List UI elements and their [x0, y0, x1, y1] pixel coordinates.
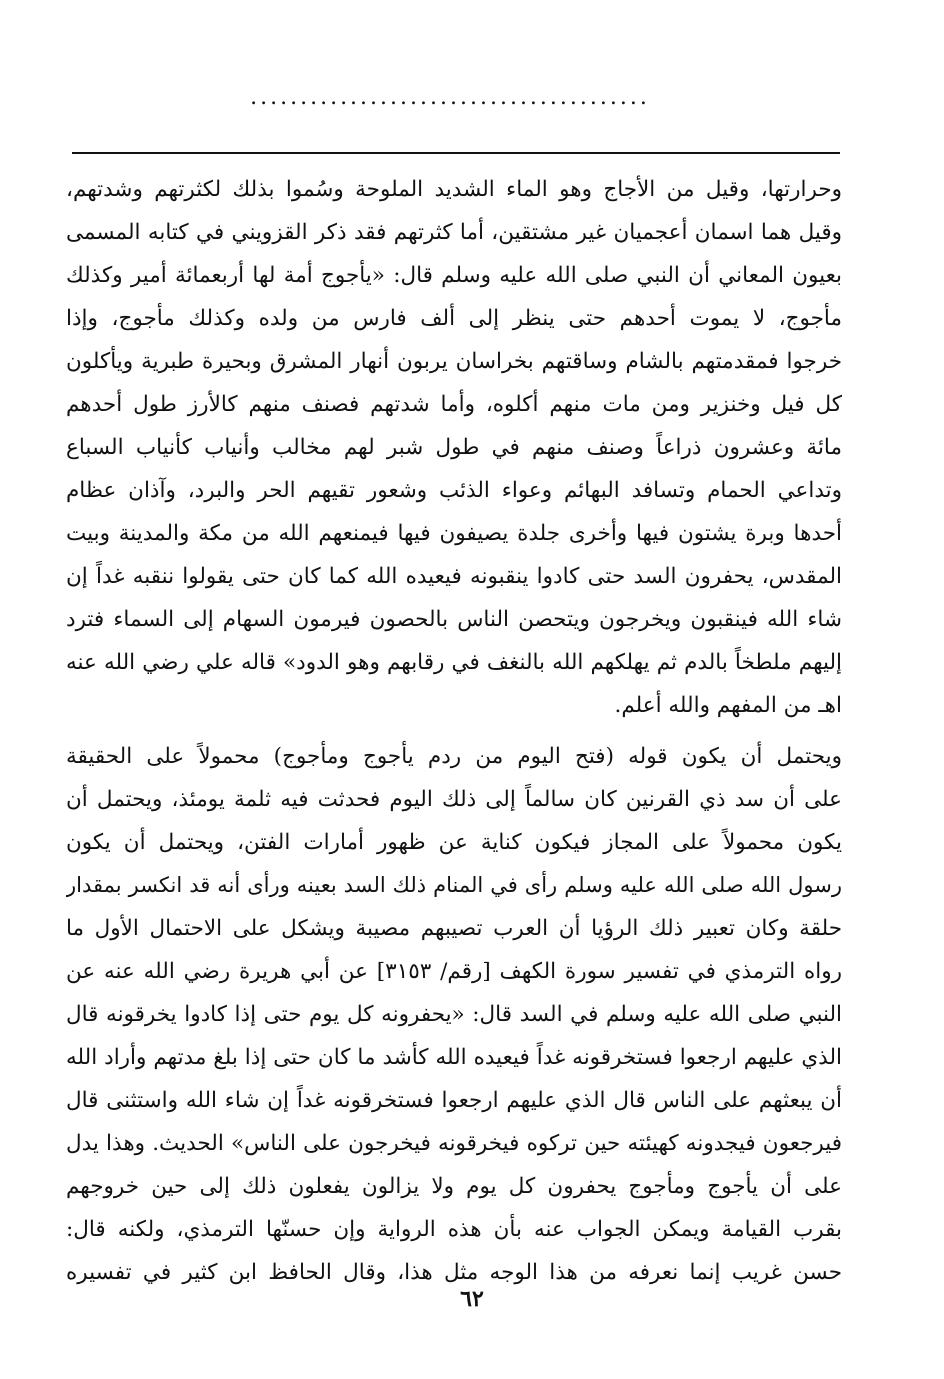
text-line: النبي صلى الله عليه وسلم في السد قال: «يحفرونه كل يوم حتى إذا كادوا يخرقونه قال [66, 1002, 842, 1027]
text-line: على أن يأجوج ومأجوج يحفرون كل يوم ولا يزالون يفعلون ذلك إلى حين خروجهم [66, 1174, 842, 1199]
header-rule [72, 152, 840, 154]
text-line: حلقة وكان تعبير ذلك الرؤيا أن العرب تصيبهم مصيبة ويشكل على الاحتمال الأول ما [66, 916, 842, 941]
text-line: على أن سد ذي القرنين كان سالماً إلى ذلك اليوم فحدثت فيه ثلمة يومئذ، ويحتمل أن [66, 787, 842, 812]
text-line: أن يبعثهم على الناس قال الذي عليهم ارجعوا فستخرقونه غداً إن شاء الله واستثنى قال [66, 1088, 842, 1113]
text-line: وقيل هما اسمان أعجميان غير مشتقين، أما كثرتهم فقد ذكر القزويني في كتابه المسمى [66, 220, 842, 245]
text-line: ويحتمل أن يكون قوله (فتح اليوم من ردم يأجوج ومأجوج) محمولاً على الحقيقة [66, 744, 842, 769]
text-line: المقدس، يحفرون السد حتى كادوا ينقبونه فيعيده الله كما كان حتى يقولوا ننقبه غداً إن [66, 564, 842, 589]
text-line: شاء الله فينقبون ويخرجون ويتحصن الناس بالحصون فيرمون السهام إلى السماء فترد [66, 607, 842, 632]
text-line: بقرب القيامة ويمكن الجواب عنه بأن هذه الرواية وإن حسنّها الترمذي، ولكنه قال: [66, 1217, 842, 1242]
text-line: مأجوج، لا يموت أحدهم حتى ينظر إلى ألف فارس من ولده وكذلك مأجوج، وإذا [66, 306, 842, 331]
text-line: رواه الترمذي في تفسير سورة الكهف [رقم/ ٣١٥٣] عن أبي هريرة رضي الله عنه عن [66, 959, 842, 984]
text-line: الذي عليهم ارجعوا فستخرقونه غداً فيعيده الله كأشد ما كان حتى إذا بلغ مدتهم وأراد الله [66, 1045, 842, 1070]
text-line: خرجوا فمقدمتهم بالشام وساقتهم بخراسان يربون أنهار المشرق وبحيرة طبرية ويأكلون [66, 349, 842, 374]
text-line: إليهم ملطخاً بالدم ثم يهلكهم الله بالنغف في رقابهم وهو الدود» قاله علي رضي الله عنه [66, 650, 842, 675]
text-line: اهـ من المفهم والله أعلم. [614, 693, 842, 718]
text-line: مائة وعشرون ذراعاً وصنف منهم في طول شبر لهم مخالب وأنياب كأنياب السباع [66, 435, 842, 460]
text-line: بعيون المعاني أن النبي صلى الله عليه وسلم قال: «يأجوج أمة لها أربعمائة أمير وكذلك [66, 263, 842, 288]
text-line: رسول الله صلى الله عليه وسلم رأى في المنام ذلك السد بعينه ورأى أنه قد انكسر بمقدار [66, 873, 842, 897]
text-line: كل فيل وخنزير ومن مات منهم أكلوه، وأما شدتهم فصنف منهم كالأرز طول أحدهم [66, 392, 842, 417]
text-line: حسن غريب إنما نعرفه من هذا الوجه مثل هذا، وقال الحافظ ابن كثير في تفسيره [66, 1260, 842, 1285]
paragraph-gap [66, 727, 842, 735]
header-dotted-line: ........................................ [250, 86, 650, 110]
paragraph-2 [66, 735, 842, 1294]
text-line: وتداعي الحمام وتسافد البهائم وعواء الذئب وشعور تقيهم الحر والبرد، وآذان عظام [66, 478, 842, 503]
text-line: فيرجعون فيجدونه كهيئته حين تركوه فيخرقونه فيخرجون على الناس» الحديث. وهذا يدل [66, 1131, 842, 1156]
page-number: ٦٢ [460, 1286, 484, 1312]
text-line: يكون محمولاً على المجاز فيكون كناية عن ظهور أمارات الفتن، ويحتمل أن يكون [66, 830, 842, 855]
text-line: أحدها وبرة يشتون فيها وأخرى جلدة يصيفون فيها فيمنعهم الله من مكة والمدينة وبيت [66, 521, 842, 546]
text-line: وحرارتها، وقيل من الأجاج وهو الماء الشديد الملوحة وسُموا بذلك لكثرتهم وشدتهم، [66, 177, 842, 202]
body-text [66, 168, 842, 1294]
paragraph-1 [66, 168, 842, 727]
